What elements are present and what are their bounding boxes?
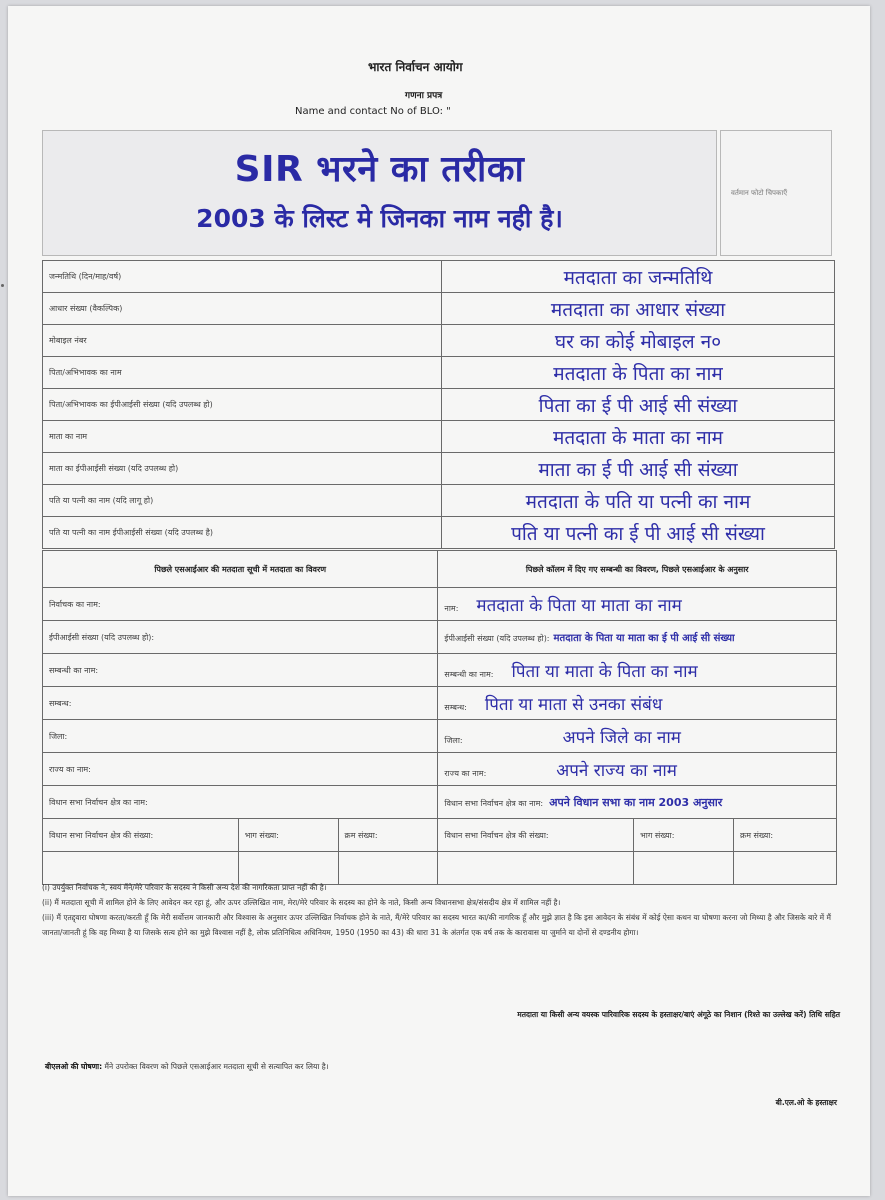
- right-field-label: नाम:: [444, 603, 459, 613]
- table-row: [43, 621, 837, 654]
- right-field-value: पिता या माता से उनका संबंध: [484, 694, 663, 715]
- right-field-label: जिला:: [444, 735, 463, 745]
- table-row: [43, 517, 835, 549]
- form-name: गणना प्रपत्र: [405, 91, 443, 101]
- field-value: मतदाता का आधार संख्या: [442, 293, 835, 325]
- field-value: मतदाता का जन्मतिथि: [442, 261, 835, 293]
- table-row: [43, 654, 837, 687]
- part-number-label: भाग संख्या:: [634, 819, 734, 852]
- right-field: [438, 588, 837, 621]
- right-field-label: ईपीआईसी संख्या (यदि उपलब्ध हो):: [444, 634, 550, 643]
- right-field-value: पिता या माता के पिता का नाम: [511, 661, 698, 682]
- table-row: [43, 753, 837, 786]
- table-row: [43, 485, 835, 517]
- left-field-label: ईपीआईसी संख्या (यदि उपलब्ध हो):: [43, 621, 438, 654]
- right-field: [438, 786, 837, 819]
- table-row: [43, 588, 837, 621]
- field-value: पिता का ई पी आई सी संख्या: [442, 389, 835, 421]
- blo-declaration-text: मैंने उपरोक्त विवरण को पिछले एसआईआर मतदाता सूची से सत्यापित कर लिया है।: [104, 1062, 329, 1071]
- right-field: [438, 720, 837, 753]
- right-field-value: मतदाता के पिता या माता का नाम: [476, 595, 682, 616]
- left-column-header: पिछले एसआईआर की मतदाता सूची में मतदाता का विवरण: [43, 551, 438, 588]
- part-number-label: भाग संख्या:: [238, 819, 338, 852]
- field-label: माता का ईपीआईसी संख्या (यदि उपलब्ध हो): [43, 453, 442, 485]
- table-row: [43, 819, 837, 852]
- field-label: पति या पत्नी का नाम (यदि लागू हो): [43, 485, 442, 517]
- blo-signature-label: बी.एल.ओ के हस्ताक्षर: [775, 1098, 837, 1107]
- right-field: [438, 687, 837, 720]
- serial-number-label: क्रम संख्या:: [338, 819, 438, 852]
- field-value: मतदाता के पति या पत्नी का नाम: [442, 485, 835, 517]
- table-row: [43, 293, 835, 325]
- left-field-label: विधान सभा निर्वाचन क्षेत्र का नाम:: [43, 786, 438, 819]
- table-row: [43, 357, 835, 389]
- left-field-label: राज्य का नाम:: [43, 753, 438, 786]
- voter-signature-label: मतदाता या किसी अन्य वयस्क पारिवारिक सदस्य के हस्ताक्षर/बाएं अंगूठे का निशान (रिश्ते का उल्लेख करें) तिथि सहित: [517, 1010, 840, 1019]
- declaration-item: (iii) मैं एतद्द्वारा घोषणा करता/करती हूँ कि मेरी सर्वोत्तम जानकारी और विश्वास के अनुसार ऊपर उल्लिखित निर्वाचक होने के नाते, मैं/मेरे परिवार का सदस्य भारत का/की नागरिक हूँ और मुझे ज्ञात है कि इस आवेदन के संबंध में कोई ऐसा कथन या घोषणा करना जो मिथ्या है और जिसके बारे में मैं जानता/जानती हूं कि वह मिथ्या है या जिसके सत्य होने का मुझे विश्वास नहीं है, लोक प्रतिनिधित्व अधिनियम, 1950 (1950 का 43) की धारा 31 के अंतर्गत एक वर्ष तक के कारावास या जुर्माने या दोनों से दण्डनीय होगा।: [42, 913, 832, 937]
- table-row: [43, 453, 835, 485]
- left-field-label: सम्बन्ध:: [43, 687, 438, 720]
- table-row: [43, 421, 835, 453]
- blo-contact: Name and contact No of BLO: ": [295, 106, 451, 117]
- field-label: मोबाइल नंबर: [43, 325, 442, 357]
- right-field-label: सम्बन्धी का नाम:: [444, 669, 494, 679]
- right-field-value: मतदाता के पिता या माता का ई पी आई सी संख्या: [553, 633, 735, 644]
- table-row: [43, 325, 835, 357]
- field-value: पति या पत्नी का ई पी आई सी संख्या: [442, 517, 835, 549]
- org-name: भारत निर्वाचन आयोग: [368, 60, 463, 74]
- table-row: [43, 720, 837, 753]
- field-label: पति या पत्नी का नाम ईपीआईसी संख्या (यदि उपलब्ध है): [43, 517, 442, 549]
- scan-mark: [1, 284, 4, 287]
- field-label: पिता/अभिभावक का ईपीआईसी संख्या (यदि उपलब्ध हो): [43, 389, 442, 421]
- table-row: [43, 687, 837, 720]
- field-label: आधार संख्या (वैकल्पिक): [43, 293, 442, 325]
- table-header-row: [43, 551, 837, 588]
- right-column-header: पिछले कॉलम में दिए गए सम्बन्धी का विवरण, पिछले एसआईआर के अनुसार: [438, 551, 837, 588]
- ac-number-label: विधान सभा निर्वाचन क्षेत्र की संख्या:: [43, 819, 239, 852]
- field-label: जन्मतिथि (दिन/माह/वर्ष): [43, 261, 442, 293]
- blo-declaration: [45, 1062, 329, 1072]
- table-row: [43, 786, 837, 819]
- right-field: [438, 621, 837, 654]
- declaration-item: (i) उपर्युक्त निर्वाचक ने, स्वयं मैंने/मेरे परिवार के सदस्य ने किसी अन्य देश की नागरिकता प्राप्त नहीं की है।: [42, 883, 327, 892]
- left-field-label: सम्बन्धी का नाम:: [43, 654, 438, 687]
- left-field-label: जिला:: [43, 720, 438, 753]
- banner-title: SIR भरने का तरीका: [234, 149, 525, 190]
- previous-sir-table: [42, 550, 837, 885]
- personal-details-table: [42, 260, 835, 549]
- left-field-label: निर्वाचक का नाम:: [43, 588, 438, 621]
- field-value: मतदाता के पिता का नाम: [442, 357, 835, 389]
- table-row: [43, 389, 835, 421]
- right-field-value: अपने जिले का नाम: [562, 727, 681, 748]
- photo-box: [720, 130, 832, 256]
- right-field: [438, 753, 837, 786]
- blo-declaration-label: बीएलओ की घोषणा:: [45, 1062, 103, 1071]
- field-label: पिता/अभिभावक का नाम: [43, 357, 442, 389]
- serial-number-label: क्रम संख्या:: [734, 819, 837, 852]
- field-label: माता का नाम: [43, 421, 442, 453]
- right-field-value: अपने विधान सभा का नाम 2003 अनुसार: [549, 795, 723, 809]
- right-field-label: राज्य का नाम:: [444, 768, 487, 778]
- field-value: घर का कोई मोबाइल न०: [442, 325, 835, 357]
- right-field: [438, 654, 837, 687]
- right-field-value: अपने राज्य का नाम: [556, 760, 677, 781]
- field-value: मतदाता के माता का नाम: [442, 421, 835, 453]
- declaration-item: (ii) मैं मतदाता सूची में शामिल होने के लिए आवेदन कर रहा हूं, और ऊपर उल्लिखित नाम, मेरा/मेरे परिवार के सदस्य का होने के नाते, किसी अन्य विधानसभा क्षेत्र/संसदीय क्षेत्र में शामिल नहीं है।: [42, 898, 561, 907]
- photo-label: वर्तमान फोटो चिपकाएँ: [731, 189, 788, 197]
- right-field-label: सम्बन्ध:: [444, 702, 467, 712]
- banner-subtitle: 2003 के लिस्ट मे जिनका नाम नही है।: [196, 204, 563, 233]
- table-row: [43, 261, 835, 293]
- ac-number-label: विधान सभा निर्वाचन क्षेत्र की संख्या:: [438, 819, 634, 852]
- title-banner: [42, 130, 717, 256]
- right-field-label: विधान सभा निर्वाचन क्षेत्र का नाम:: [444, 798, 544, 808]
- declarations: [42, 880, 838, 940]
- field-value: माता का ई पी आई सी संख्या: [442, 453, 835, 485]
